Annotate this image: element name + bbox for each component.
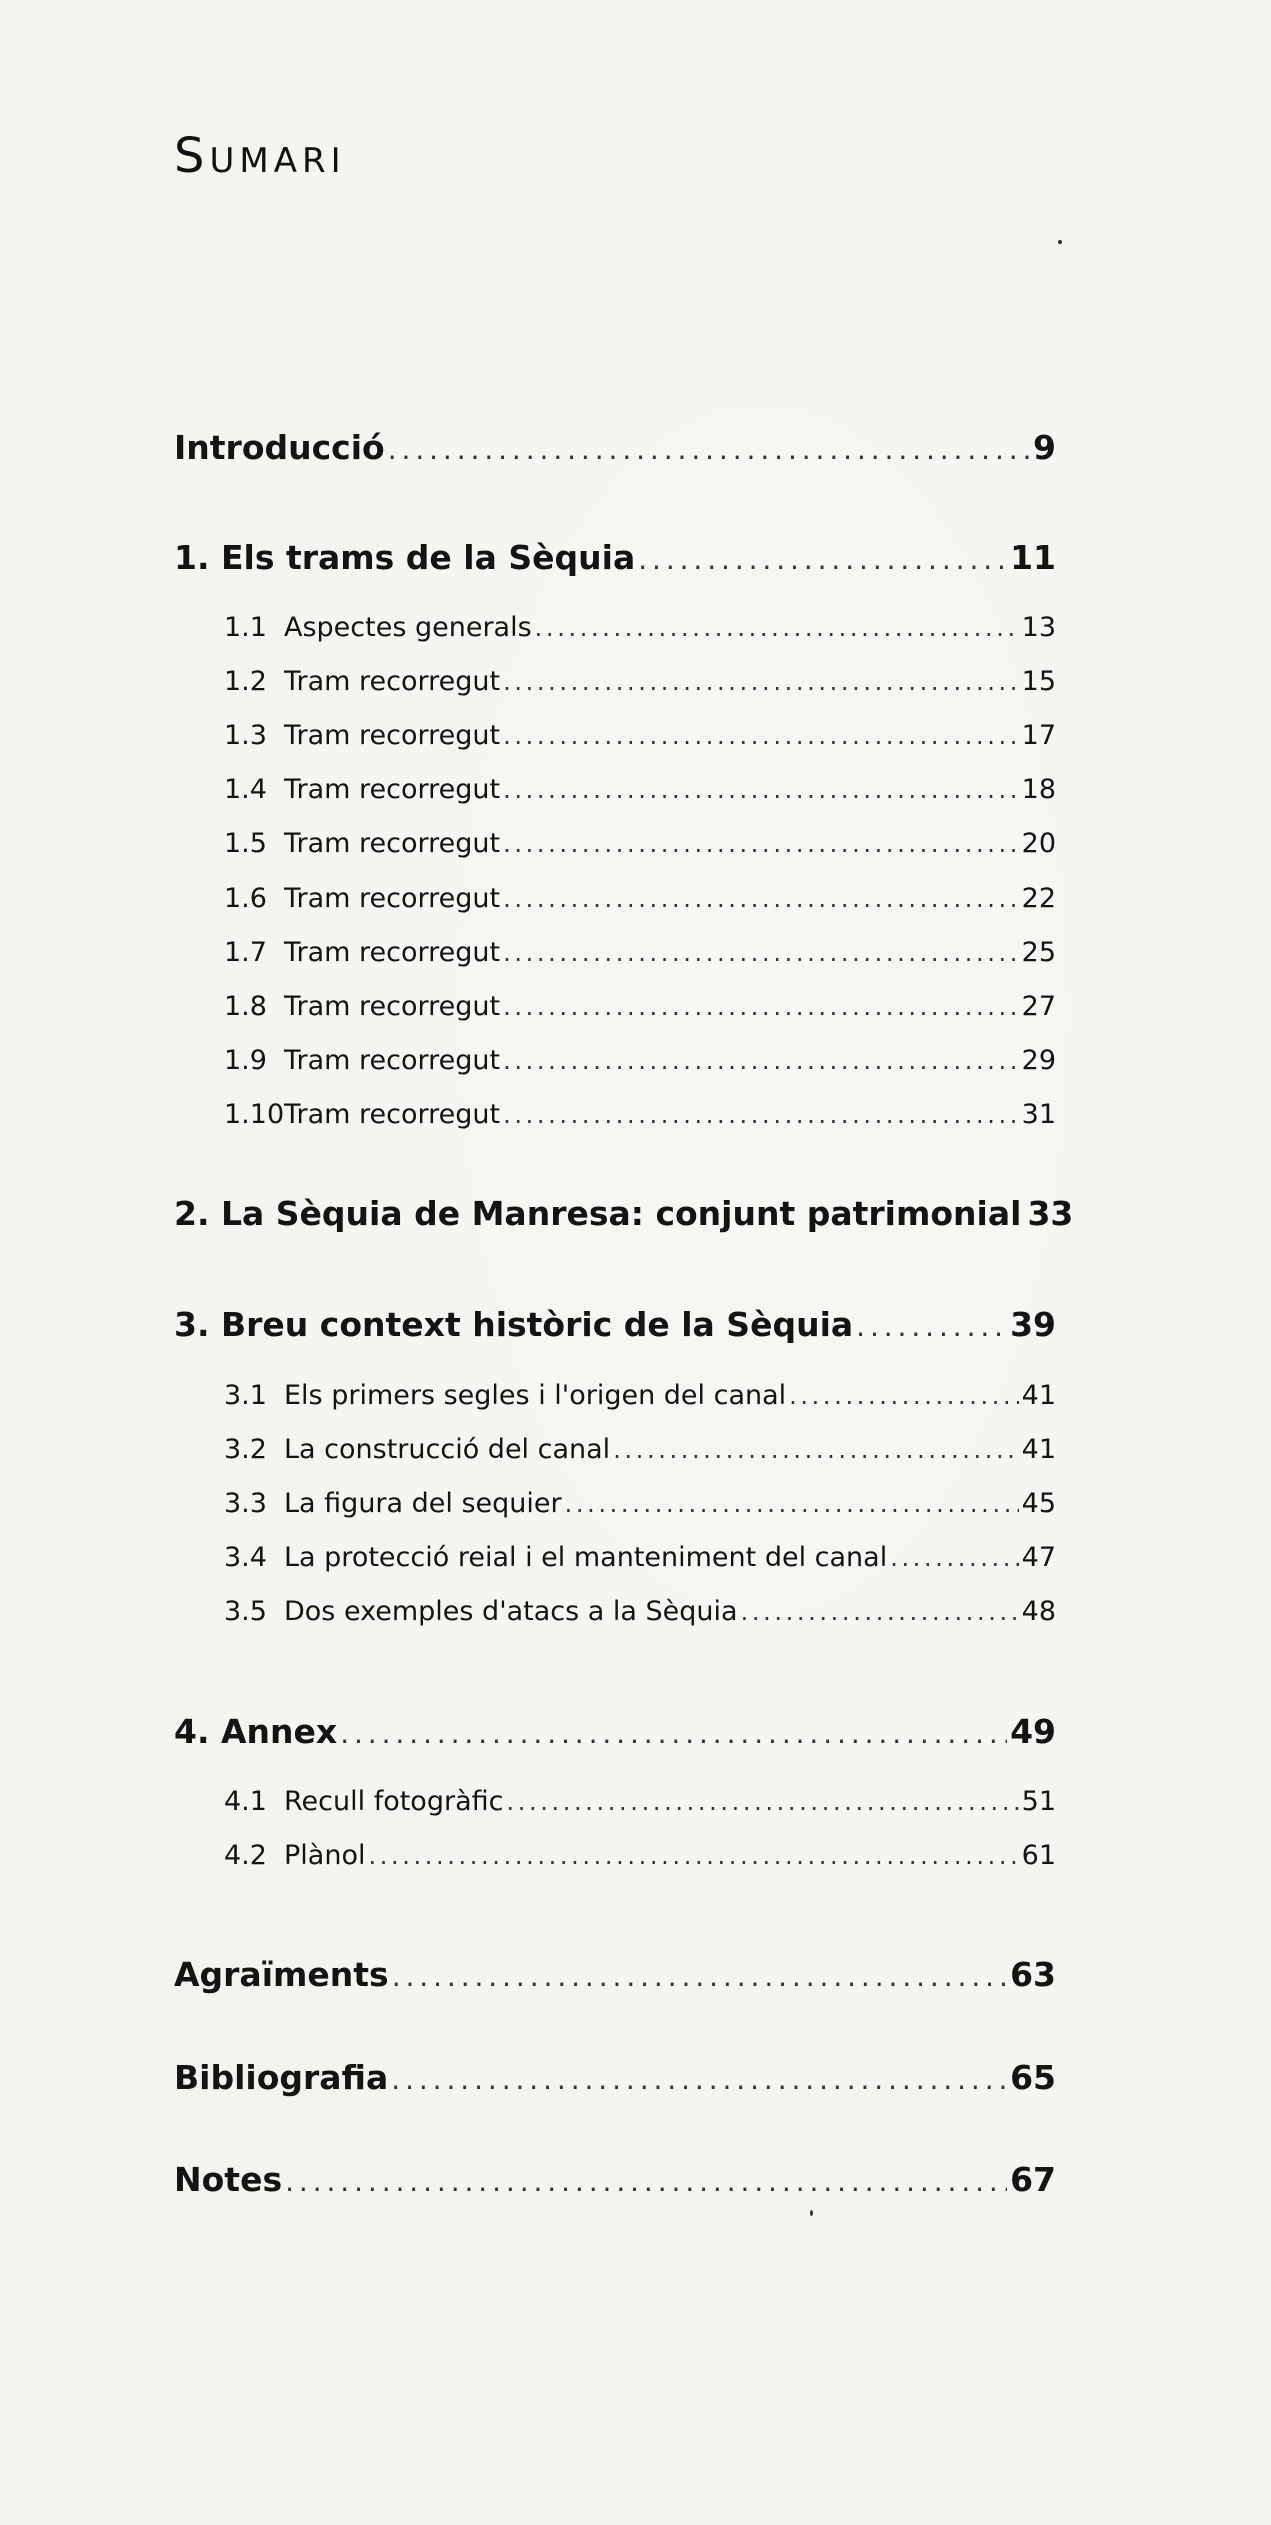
toc-page-number: 63 (1010, 1955, 1056, 1994)
toc-entry-label (224, 1840, 365, 1871)
toc-entry-number: 3.3 (224, 1488, 267, 1519)
toc-entry-label (224, 1786, 503, 1817)
toc-entry-text: Agraïments (174, 1955, 389, 1994)
toc-entry-text: Els primers segles i l'origen del canal (284, 1380, 787, 1411)
toc-entry-text: La protecció reial i el manteniment del canal (284, 1542, 888, 1573)
toc-entry-text: Tram recorregut (284, 991, 501, 1022)
toc-entry-label (174, 2160, 282, 2199)
toc-page-number: 11 (1010, 538, 1056, 577)
toc-entry-label (224, 612, 532, 643)
toc-subsection-entry (224, 1380, 1056, 1411)
toc-page-number: 31 (1021, 1099, 1056, 1130)
toc-entry-text: Tram recorregut (284, 883, 501, 914)
toc-entry-label (224, 1099, 500, 1130)
toc-page-number: 49 (1010, 1712, 1056, 1751)
dot-leader (789, 1382, 1018, 1410)
toc-entry-number: 1.3 (224, 720, 267, 751)
toc-entry-label (224, 1542, 887, 1573)
dot-leader (741, 1598, 1019, 1626)
toc-page-number: 18 (1021, 774, 1056, 805)
toc-section-entry (174, 538, 1056, 577)
toc-page-number: 51 (1021, 1786, 1056, 1817)
dot-leader (506, 1788, 1018, 1816)
toc-entry-text: Aspectes generals (284, 612, 532, 643)
toc-entry-number: 4.2 (224, 1840, 267, 1871)
toc-entry-text: 4. Annex (174, 1712, 338, 1751)
toc-entry-number: 1.7 (224, 937, 267, 968)
toc-page-number: 39 (1010, 1305, 1056, 1344)
toc-page-number: 27 (1021, 991, 1056, 1022)
toc-subsection-entry (224, 1099, 1056, 1130)
toc-entry-number: 3.4 (224, 1542, 267, 1573)
toc-section-entry (174, 2058, 1056, 2097)
toc-entry-number: 3.5 (224, 1596, 267, 1627)
page-title: Sumari (174, 128, 346, 184)
toc-entry-number: 3.2 (224, 1434, 267, 1465)
toc-entry-number: 1.10 (224, 1099, 285, 1130)
dot-leader (638, 543, 1007, 576)
toc-subsection-entry (224, 1434, 1056, 1465)
toc-entry-label (224, 666, 500, 697)
toc-page-number: 41 (1021, 1434, 1056, 1465)
toc-subsection-entry (224, 828, 1056, 859)
toc-page-number: 20 (1021, 828, 1056, 859)
toc-page-number: 29 (1021, 1045, 1056, 1076)
toc-entry-number: 4.1 (224, 1786, 267, 1817)
toc-entry-text: La figura del sequier (284, 1488, 562, 1519)
dot-leader (565, 1490, 1019, 1518)
toc-entry-label (224, 1434, 610, 1465)
dot-leader (340, 1717, 1007, 1750)
toc-subsection-entry (224, 1488, 1056, 1519)
toc-entry-label (224, 828, 500, 859)
dot-leader (503, 993, 1019, 1021)
toc-entry-label (174, 1305, 853, 1344)
toc-entry-text: Tram recorregut (284, 720, 501, 751)
dot-leader (535, 614, 1019, 642)
dot-leader (503, 668, 1019, 696)
toc-entry-label (174, 1712, 337, 1751)
toc-section-entry (174, 1194, 1074, 1233)
toc-entry-label (224, 991, 500, 1022)
toc-section-entry (174, 2160, 1056, 2199)
toc-subsection-entry (224, 774, 1056, 805)
toc-entry-text: Introducció (174, 428, 385, 467)
toc-page-number: 47 (1021, 1542, 1056, 1573)
dot-leader (388, 433, 1030, 466)
toc-page-number: 65 (1010, 2058, 1056, 2097)
toc-entry-text: Tram recorregut (284, 828, 501, 859)
dot-leader (368, 1842, 1018, 1870)
toc-page-number: 9 (1033, 428, 1056, 467)
toc-subsection-entry (224, 666, 1056, 697)
toc-page-number: 41 (1021, 1380, 1056, 1411)
dot-leader (613, 1436, 1018, 1464)
toc-section-entry (174, 1305, 1056, 1344)
toc-page-number: 45 (1021, 1488, 1056, 1519)
dot-leader (285, 2165, 1007, 2198)
toc-subsection-entry (224, 612, 1056, 643)
paper-speck (810, 2210, 813, 2216)
toc-section-entry (174, 428, 1056, 467)
toc-page-number: 15 (1021, 666, 1056, 697)
toc-entry-number: 1.9 (224, 1045, 267, 1076)
toc-entry-text: 2. La Sèquia de Manresa: conjunt patrimonial (174, 1194, 1022, 1233)
toc-entry-label (174, 428, 385, 467)
toc-page-number: 61 (1021, 1840, 1056, 1871)
toc-entry-text: Tram recorregut (284, 937, 501, 968)
toc-entry-number: 1.2 (224, 666, 267, 697)
toc-entry-label (174, 538, 635, 577)
toc-entry-label (224, 774, 500, 805)
toc-entry-text: Dos exemples d'atacs a la Sèquia (284, 1596, 738, 1627)
toc-entry-label (174, 1194, 1021, 1233)
dot-leader (503, 830, 1019, 858)
dot-leader (503, 776, 1019, 804)
toc-entry-label (224, 1380, 786, 1411)
dot-leader (503, 885, 1019, 913)
toc-entry-text: La construcció del canal (284, 1434, 611, 1465)
toc-entry-text: Tram recorregut (284, 774, 501, 805)
toc-entry-text: 1. Els trams de la Sèquia (174, 538, 636, 577)
toc-entry-label (224, 1596, 738, 1627)
toc-entry-label (224, 720, 500, 751)
toc-subsection-entry (224, 1840, 1056, 1871)
toc-page-number: 22 (1021, 883, 1056, 914)
toc-entry-text: Plànol (284, 1840, 366, 1871)
dot-leader (391, 2063, 1007, 2096)
toc-entry-number: 1.8 (224, 991, 267, 1022)
toc-subsection-entry (224, 937, 1056, 968)
toc-entry-label (224, 883, 500, 914)
toc-page-number: 33 (1027, 1194, 1074, 1233)
toc-entry-text: Notes (174, 2160, 283, 2199)
toc-entry-label (224, 937, 500, 968)
dot-leader (392, 1960, 1007, 1993)
toc-entry-label (174, 2058, 388, 2097)
toc-entry-number: 1.6 (224, 883, 267, 914)
toc-page-number: 48 (1021, 1596, 1056, 1627)
toc-page-number: 25 (1021, 937, 1056, 968)
toc-subsection-entry (224, 1542, 1056, 1573)
toc-subsection-entry (224, 1596, 1056, 1627)
paper-speck (1058, 240, 1062, 244)
toc-entry-text: Tram recorregut (284, 1045, 501, 1076)
toc-subsection-entry (224, 1045, 1056, 1076)
toc-subsection-entry (224, 720, 1056, 751)
toc-entry-number: 3.1 (224, 1380, 267, 1411)
dot-leader (503, 722, 1019, 750)
toc-entry-text: Tram recorregut (284, 666, 501, 697)
toc-subsection-entry (224, 991, 1056, 1022)
toc-entry-number: 1.4 (224, 774, 267, 805)
dot-leader (503, 1047, 1019, 1075)
toc-entry-label (224, 1045, 500, 1076)
toc-section-entry (174, 1712, 1056, 1751)
toc-entry-number: 1.1 (224, 612, 267, 643)
dot-leader (503, 939, 1019, 967)
toc-page-number: 17 (1021, 720, 1056, 751)
toc-entry-text: 3. Breu context històric de la Sèquia (174, 1305, 854, 1344)
toc-entry-text: Tram recorregut (284, 1099, 501, 1130)
toc-subsection-entry (224, 1786, 1056, 1817)
toc-entry-number: 1.5 (224, 828, 267, 859)
toc-page-number: 13 (1021, 612, 1056, 643)
dot-leader (890, 1544, 1018, 1572)
toc-entry-text: Bibliografia (174, 2058, 389, 2097)
toc-page-number: 67 (1010, 2160, 1056, 2199)
toc-entry-text: Recull fotogràfic (284, 1786, 504, 1817)
toc-entry-label (174, 1955, 389, 1994)
toc-entry-label (224, 1488, 562, 1519)
dot-leader (856, 1310, 1007, 1343)
dot-leader (503, 1101, 1019, 1129)
toc-section-entry (174, 1955, 1056, 1994)
toc-subsection-entry (224, 883, 1056, 914)
